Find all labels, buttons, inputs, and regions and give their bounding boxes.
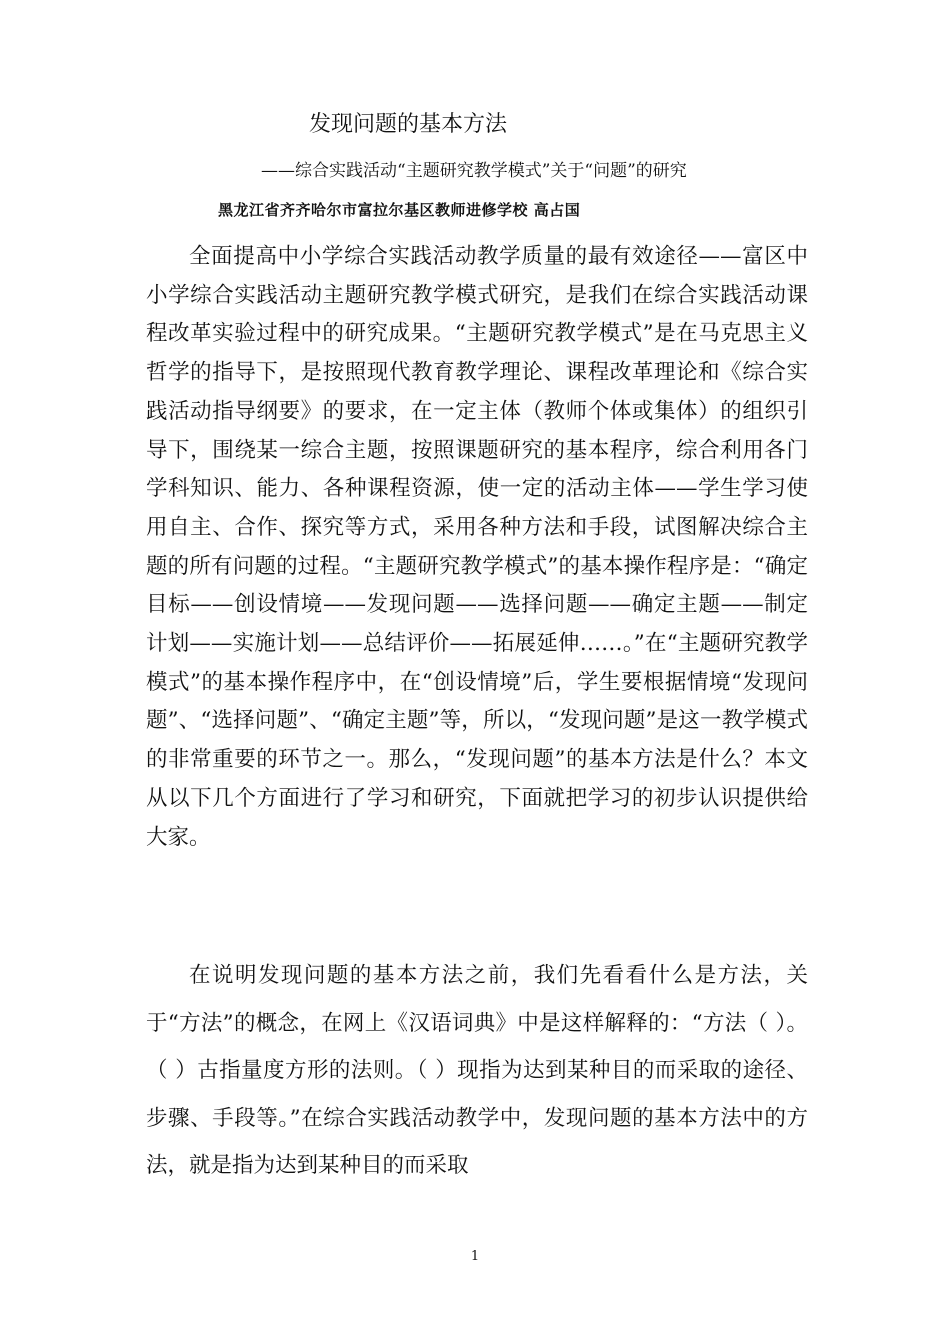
body-paragraph-2: 在说明发现问题的基本方法之前，我们先看看什么是方法，关于“方法”的概念，在网上《汉语词典》中是这样解释的：“方法（ ）。（ ）古指量度方形的法则。（ ）现指为达到某种目的而采取的途径、步骤、手段等。”在综合实践活动教学中，发现问题的基本方法中的方法，就是指为达到某种目的而采取 <box>146 963 808 1178</box>
document-title: 发现问题的基本方法 <box>309 112 508 137</box>
body-paragraph-1: 全面提高中小学综合实践活动教学质量的最有效途径——富区中小学综合实践活动主题研究教学模式研究，是我们在综合实践活动课程改革实验过程中的研究成果。“主题研究教学模式”是在马克思主义哲学的指导下，是按照现代教育教学理论、课程改革理论和《综合实践活动指导纲要》的要求，在一定主体（教师个体或集体）的组织引导下，围绕某一综合主题，按照课题研究的基本程序，综合利用各门学科知识、能力、各种课程资源，使一定的活动主体——学生学习使用自主、合作、探究等方式，采用各种方法和手段，试图解决综合主题的所有问题的过程。“主题研究教学模式”的基本操作程序是：“确定目标——创设情境——发现问题——选择问题——确定主题——制定计划——实施计划——总结评价——拓展延伸……。”在“主题研究教学模式”的基本操作程序中，在“创设情境”后，学生要根据情境“发现问题”、“选择问题”、“确定主题”等，所以，“发现问题”是这一教学模式的非常重要的环节之一。那么，“发现问题”的基本方法是什么？本文从以下几个方面进行了学习和研究，下面就把学习的初步认识提供给大家。 <box>146 244 808 850</box>
document-subtitle: ——综合实践活动“主题研究教学模式”关于“问题”的研究 <box>261 161 687 181</box>
page-number: 1 <box>470 1249 480 1264</box>
author-line: 黑龙江省齐齐哈尔市富拉尔基区教师进修学校 高占国 <box>218 201 581 219</box>
